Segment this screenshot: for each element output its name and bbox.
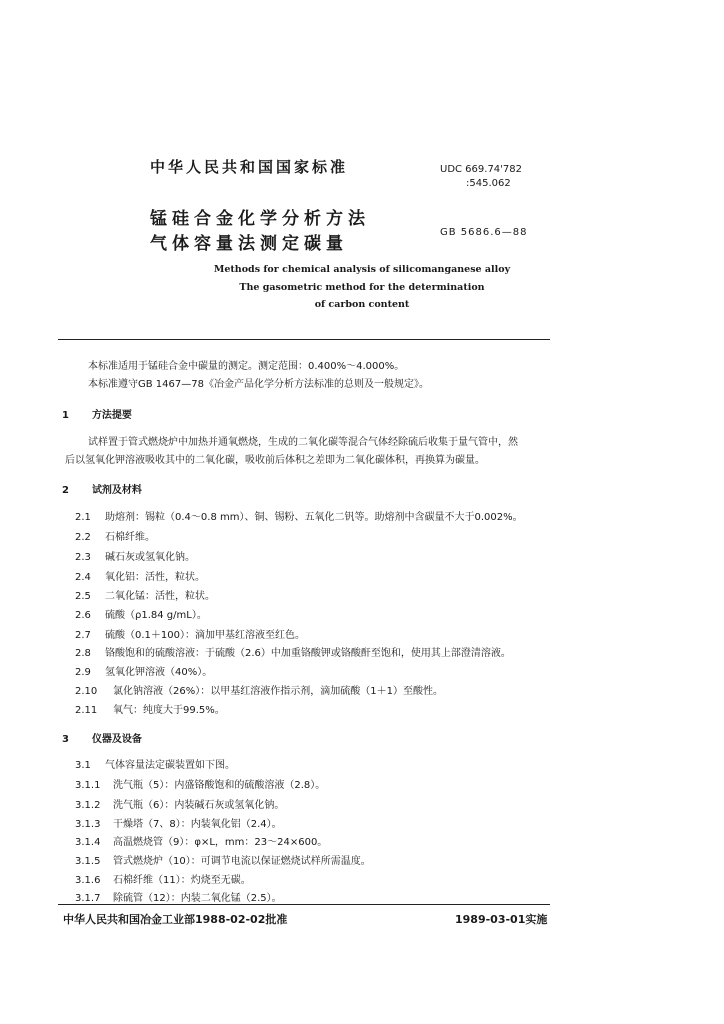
list-item: 2.8 铬酸饱和的硫酸溶液：于硫酸（2.6）中加重铬酸钾或铬酸酐至饱和，使用其上部澄清溶液。 [75, 648, 511, 659]
list-item: 3.1.7 除硫管（12）：内装二氧化锰（2.5）。 [75, 893, 282, 904]
section2-title: 试剂及材料 [91, 485, 142, 496]
list-item: 2.3 碱石灰或氢氧化钠。 [75, 552, 195, 563]
section2-heading [62, 481, 142, 496]
list-item: 2.2 石棉纤维。 [75, 532, 155, 543]
list-item: 3.1.5 管式燃烧炉（10）：可调节电流以保证燃烧试样所需温度。 [75, 856, 371, 867]
section3-title: 仪器及设备 [91, 734, 142, 745]
list-item: 3.1.6 石棉纤维（11）：灼烧至无碳。 [75, 875, 251, 886]
intro-compliance: 本标准遵守GB 1467—78《冶金产品化学分析方法标准的总则及一般规定》。 [88, 379, 429, 390]
list-item: 3.1.3 干燥塔（7、8）：内装氧化铝（2.4）。 [75, 819, 282, 830]
list-item: 2.1 助熔剂：锡粒（0.4～0.8 mm）、铜、锡粉、五氧化二钒等。助熔剂中含碳量不大于0.002%。 [75, 512, 523, 523]
intro-scope: 本标准适用于锰硅合金中碳量的测定。测定范围：0.400%～4.000%。 [88, 361, 405, 372]
footer-divider [58, 904, 550, 905]
udc-code-line1: UDC 669.74'782 [440, 164, 523, 175]
udc-code-line2: :545.062 [466, 178, 511, 189]
list-item: 2.5 二氧化锰：活性，粒状。 [75, 591, 215, 602]
list-item: 2.6 硫酸（ρ1.84 g/mL）。 [75, 610, 207, 621]
list-item: 3.1.2 洗气瓶（6）：内装碱石灰或氢氧化钠。 [75, 800, 285, 811]
list-item: 2.7 硫酸（0.1＋100）：滴加甲基红溶液至红色。 [75, 630, 305, 641]
section1-body-line1: 试样置于管式燃烧炉中加热并通氧燃烧，生成的二氧化碳等混合气体经除硫后收集于量气管中，然 [88, 437, 518, 448]
section1-number: 1 [62, 410, 69, 421]
standard-title-line2: 气体容量法测定碳量 [150, 234, 348, 254]
list-item: 2.11 氧气：纯度大于99.5%。 [75, 705, 225, 716]
national-standard-heading: 中华人民共和国国家标准 [150, 158, 349, 176]
section1-heading [62, 406, 132, 421]
list-item: 2.4 氧化铝：活性，粒状。 [75, 572, 205, 583]
section1-title: 方法提要 [91, 410, 132, 421]
list-item: 3.1.4 高温燃烧管（9）：φ×L，mm：23～24×600。 [75, 837, 328, 848]
gb-code: GB 5686.6—88 [440, 227, 528, 238]
section1-body-line2: 后以氢氧化钾溶液吸收其中的二氧化碳，吸收前后体积之差即为二氧化碳体积，再换算为碳量。 [65, 455, 485, 466]
list-item: 3.1.1 洗气瓶（5）：内盛铬酸饱和的硫酸溶液（2.8）。 [75, 780, 326, 791]
section3-heading [62, 730, 142, 745]
english-title-line3: of carbon content [314, 299, 410, 310]
list-item: 2.9 氢氧化钾溶液（40%）。 [75, 667, 213, 678]
list-item: 2.10 氯化钠溶液（26%）：以甲基红溶液作指示剂，滴加硫酸（1＋1）至酸性。 [75, 686, 443, 697]
section3-number: 3 [62, 734, 69, 745]
list-item: 3.1 气体容量法定碳装置如下图。 [75, 760, 235, 771]
english-title-line1: Methods for chemical analysis of silicomanganese alloy [213, 264, 511, 275]
header-divider [58, 339, 550, 340]
effective-date: 1989-03-01实施 [455, 913, 548, 926]
english-title-line2: The gasometric method for the determination [239, 282, 485, 293]
standard-title-line1: 锰硅合金化学分析方法 [150, 209, 370, 229]
approval-statement: 中华人民共和国冶金工业部1988-02-02批准 [63, 913, 288, 926]
section2-number: 2 [62, 485, 69, 496]
